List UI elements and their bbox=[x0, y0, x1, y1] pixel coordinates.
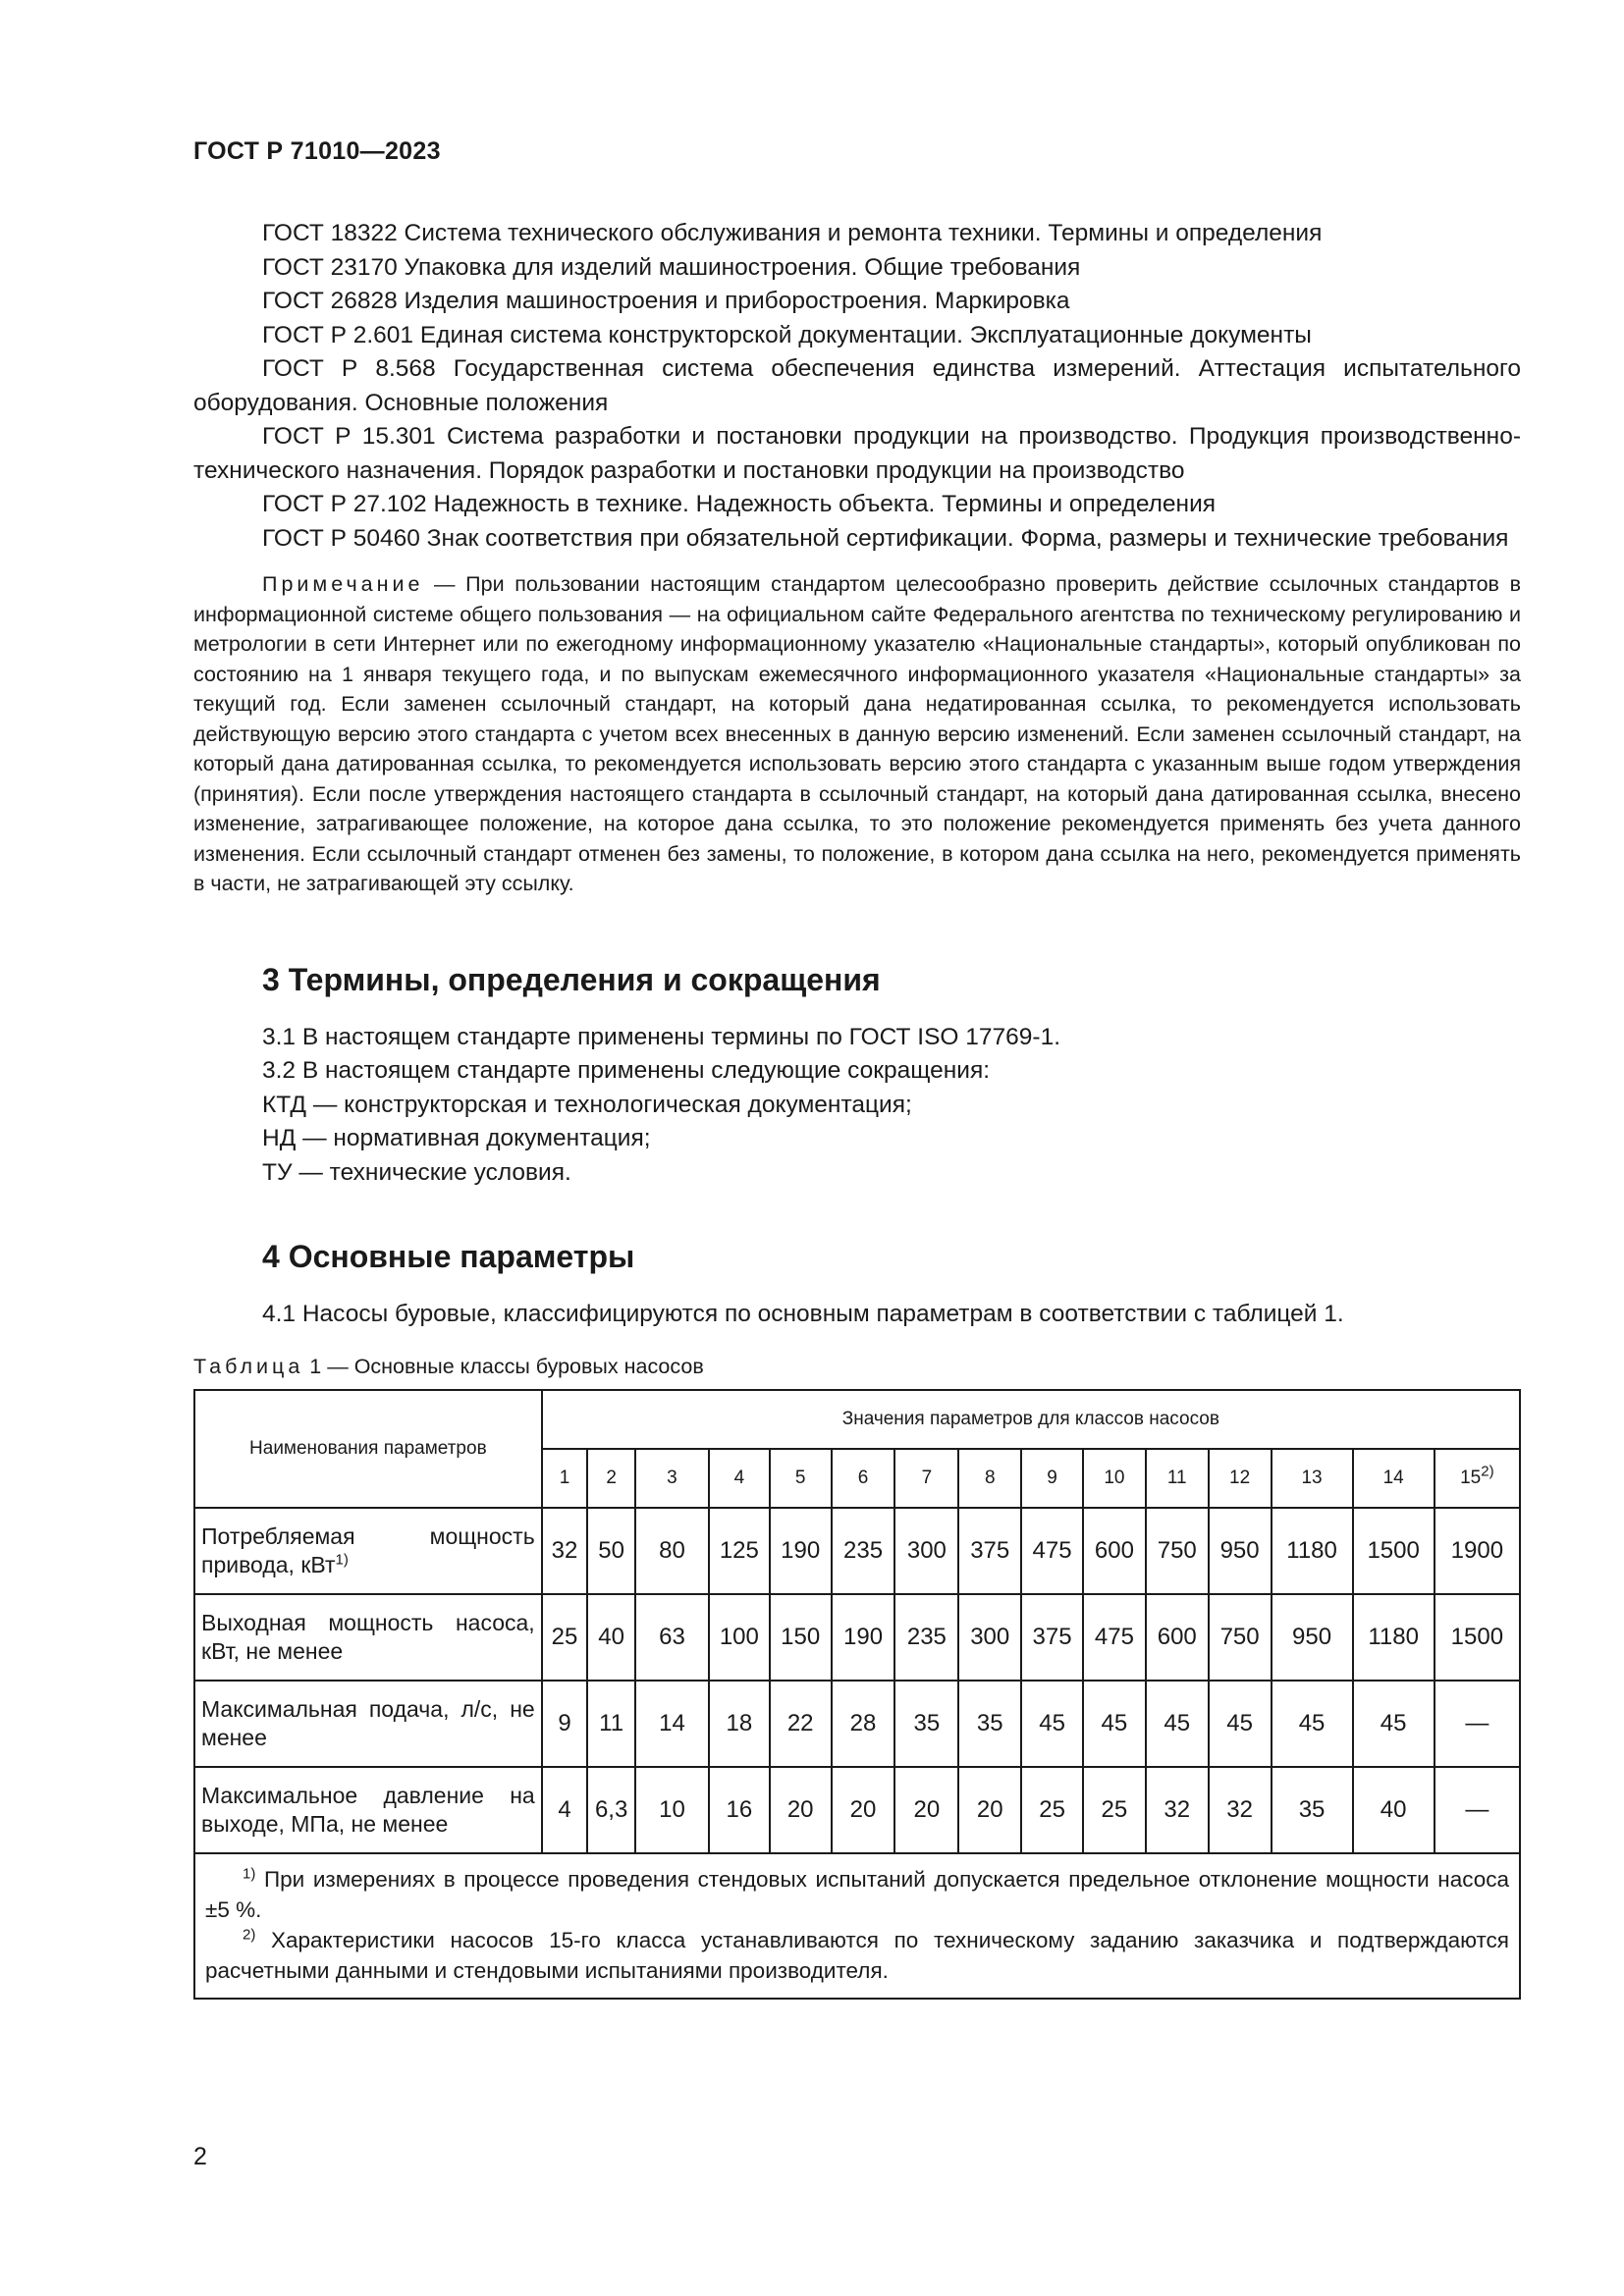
reference-item: ГОСТ 23170 Упаковка для изделий машиностроения. Общие требования bbox=[262, 253, 1081, 281]
class-number: 12 bbox=[1229, 1467, 1251, 1488]
section-4-title: 4 Основные параметры bbox=[262, 1239, 635, 1274]
value-cell: 750 bbox=[1146, 1508, 1209, 1594]
value-cell: 600 bbox=[1146, 1594, 1209, 1681]
value-cell: 10 bbox=[635, 1767, 709, 1853]
section-3-line: 3.1 В настоящем стандарте применены термины по ГОСТ ISO 17769-1. bbox=[262, 1023, 1061, 1050]
class-number: 11 bbox=[1166, 1467, 1187, 1488]
class-number-cell bbox=[635, 1449, 709, 1508]
reference-item: ГОСТ Р 50460 Знак соответствия при обязательной сертификации. Форма, размеры и технические требования bbox=[262, 524, 1509, 552]
class-number-cell bbox=[587, 1449, 635, 1508]
value-cell: 1500 bbox=[1353, 1508, 1435, 1594]
value-cell: 475 bbox=[1021, 1508, 1083, 1594]
value-cell: 950 bbox=[1272, 1594, 1353, 1681]
class-number: 8 bbox=[984, 1467, 996, 1488]
value-cell: 22 bbox=[770, 1681, 832, 1767]
section-3-body bbox=[193, 1021, 1521, 1191]
param-name-cell bbox=[194, 1508, 542, 1594]
footnote-mark: 2) bbox=[1481, 1463, 1494, 1480]
value-cell: 100 bbox=[709, 1594, 770, 1681]
note-text: — При пользовании настоящим стандартом целесообразно проверить действие ссылочных стандартов в информационной системе общего пользования — на официальном сайте Федерального агентства по техническому регулированию и метрологии в сети Интернет или по ежегодному информационному указателю «Национальные стандарты», который опубликован по состоянию на 1 января текущего года, и по выпускам ежемесячного информационного указателя «Национальные стандарты» за текущий год. Если заменен ссылочный стандарт, на который дана недатированная ссылка, то рекомендуется использовать действующую версию этого стандарта с учетом всех внесенных в данную версию изменений. Если заменен ссылочный стандарт, на который дана датированная ссылка, то рекомендуется использовать версию этого стандарта с указанным выше годом утверждения (принятия). Если после утверждения настоящего стандарта в ссылочный стандарт, на который дана датированная ссылка, внесено изменение, затрагивающее положение, на которое дана ссылка, то это положение рекомендуется применять без учета данного изменения. Если ссылочный стандарт отменен без замены, то положение, в котором дана ссылка на него, рекомендуется применять в части, не затрагивающей эту ссылку. bbox=[193, 572, 1521, 895]
class-number: 10 bbox=[1104, 1467, 1125, 1488]
param-name: Потребляемая мощность привода, кВт bbox=[201, 1522, 535, 1577]
value-cell: 1500 bbox=[1435, 1594, 1520, 1681]
value-cell: 190 bbox=[832, 1594, 895, 1681]
class-number: 6 bbox=[857, 1467, 869, 1488]
value-cell: — bbox=[1435, 1681, 1520, 1767]
section-3-line: 3.2 В настоящем стандарте применены следующие сокращения: bbox=[262, 1057, 991, 1084]
class-number: 3 bbox=[667, 1467, 677, 1488]
value-cell: 40 bbox=[1353, 1767, 1435, 1853]
value-cell: 1180 bbox=[1272, 1508, 1353, 1594]
value-cell: 45 bbox=[1083, 1681, 1146, 1767]
value-cell: 950 bbox=[1209, 1508, 1272, 1594]
class-number: 7 bbox=[921, 1467, 933, 1488]
param-column-header: Наименования параметров bbox=[194, 1390, 542, 1508]
page-number: 2 bbox=[193, 2143, 207, 2170]
value-cell: 20 bbox=[770, 1767, 832, 1853]
table-caption-label: Таблица bbox=[193, 1354, 304, 1378]
value-cell: 32 bbox=[1146, 1767, 1209, 1853]
footnotes-row bbox=[194, 1853, 1520, 1999]
value-cell: 45 bbox=[1353, 1681, 1435, 1767]
class-number-cell bbox=[770, 1449, 832, 1508]
footnote-text: Характеристики насосов 15-го класса устанавливаются по техническому заданию заказчика и подтверждаются расчетными данными и стендовыми испытаниями производителя. bbox=[205, 1927, 1509, 1983]
class-number-cell bbox=[542, 1449, 588, 1508]
value-cell: 475 bbox=[1083, 1594, 1146, 1681]
table-footnote bbox=[205, 1864, 1509, 1925]
class-number-cell bbox=[1209, 1449, 1272, 1508]
section-3-title: 3 Термины, определения и сокращения bbox=[262, 961, 881, 997]
value-cell: 25 bbox=[542, 1594, 588, 1681]
reference-item: ГОСТ Р 2.601 Единая система конструкторской документации. Эксплуатационные документы bbox=[262, 321, 1312, 348]
table-row bbox=[194, 1594, 1520, 1681]
value-cell: 9 bbox=[542, 1681, 588, 1767]
class-number-cell bbox=[1146, 1449, 1209, 1508]
footnotes-cell bbox=[194, 1853, 1520, 1999]
footnote-mark: 2) bbox=[243, 1926, 256, 1943]
value-cell: 20 bbox=[958, 1767, 1021, 1853]
table-row bbox=[194, 1508, 1520, 1594]
value-cell: 125 bbox=[709, 1508, 770, 1594]
value-cell: 1180 bbox=[1353, 1594, 1435, 1681]
class-number-cell bbox=[958, 1449, 1021, 1508]
class-number: 15 bbox=[1460, 1467, 1482, 1488]
group-header: Значения параметров для классов насосов bbox=[542, 1390, 1520, 1449]
class-number-cell bbox=[1021, 1449, 1083, 1508]
value-cell: 45 bbox=[1272, 1681, 1353, 1767]
document-page bbox=[193, 137, 1521, 2000]
class-number: 13 bbox=[1301, 1467, 1323, 1488]
value-cell: 150 bbox=[770, 1594, 832, 1681]
class-number: 5 bbox=[794, 1467, 806, 1488]
class-number-cell bbox=[894, 1449, 958, 1508]
value-cell: 32 bbox=[1209, 1767, 1272, 1853]
value-cell: 45 bbox=[1209, 1681, 1272, 1767]
table-footnote bbox=[205, 1925, 1509, 1986]
value-cell: — bbox=[1435, 1767, 1520, 1853]
note-label: Примечание bbox=[262, 572, 424, 596]
value-cell: 235 bbox=[894, 1594, 958, 1681]
value-cell: 16 bbox=[709, 1767, 770, 1853]
param-name-cell bbox=[194, 1594, 542, 1681]
document-header: ГОСТ Р 71010—2023 bbox=[193, 137, 441, 165]
class-number: 1 bbox=[559, 1467, 570, 1488]
value-cell: 25 bbox=[1083, 1767, 1146, 1853]
value-cell: 190 bbox=[770, 1508, 832, 1594]
class-number-cell bbox=[1272, 1449, 1353, 1508]
value-cell: 35 bbox=[958, 1681, 1021, 1767]
class-number-cell bbox=[1083, 1449, 1146, 1508]
table-row bbox=[194, 1681, 1520, 1767]
value-cell: 20 bbox=[894, 1767, 958, 1853]
param-name-cell bbox=[194, 1681, 542, 1767]
value-cell: 6,3 bbox=[587, 1767, 635, 1853]
value-cell: 45 bbox=[1021, 1681, 1083, 1767]
reference-item: ГОСТ 26828 Изделия машиностроения и приборостроения. Маркировка bbox=[262, 288, 1070, 314]
value-cell: 750 bbox=[1209, 1594, 1272, 1681]
value-cell: 11 bbox=[587, 1681, 635, 1767]
table-caption bbox=[193, 1352, 1521, 1381]
reference-item: ГОСТ Р 15.301 Система разработки и постановки продукции на производство. Продукция производственно-технического назначения. Порядок разработки и постановки продукции на производство bbox=[193, 423, 1521, 484]
value-cell: 25 bbox=[1021, 1767, 1083, 1853]
value-cell: 300 bbox=[958, 1594, 1021, 1681]
value-cell: 50 bbox=[587, 1508, 635, 1594]
value-cell: 32 bbox=[542, 1508, 588, 1594]
value-cell: 300 bbox=[894, 1508, 958, 1594]
value-cell: 35 bbox=[1272, 1767, 1353, 1853]
table-row bbox=[194, 1767, 1520, 1853]
value-cell: 35 bbox=[894, 1681, 958, 1767]
value-cell: 14 bbox=[635, 1681, 709, 1767]
value-cell: 375 bbox=[958, 1508, 1021, 1594]
section-3-line: НД — нормативная документация; bbox=[262, 1125, 651, 1151]
value-cell: 45 bbox=[1146, 1681, 1209, 1767]
footnote-text: При измерениях в процессе проведения стендовых испытаний допускается предельное отклонение мощности насоса ±5 %. bbox=[205, 1866, 1509, 1922]
value-cell: 63 bbox=[635, 1594, 709, 1681]
footnote-mark: 1) bbox=[335, 1550, 349, 1568]
param-name-cell bbox=[194, 1767, 542, 1853]
reference-item: ГОСТ 18322 Система технического обслуживания и ремонта техники. Термины и определения bbox=[262, 220, 1323, 246]
class-number: 9 bbox=[1047, 1467, 1057, 1488]
class-number-cell bbox=[1435, 1449, 1520, 1508]
note-paragraph bbox=[193, 569, 1521, 899]
value-cell: 600 bbox=[1083, 1508, 1146, 1594]
param-name: Максимальное давление на выходе, МПа, не менее bbox=[201, 1782, 535, 1837]
section-3-line: КТД — конструкторская и технологическая документация; bbox=[262, 1091, 912, 1118]
value-cell: 80 bbox=[635, 1508, 709, 1594]
value-cell: 4 bbox=[542, 1767, 588, 1853]
class-number: 2 bbox=[606, 1467, 617, 1488]
section-4-line: 4.1 Насосы буровые, классифицируются по основным параметрам в соответствии с таблицей 1. bbox=[262, 1301, 1344, 1327]
references-list bbox=[193, 217, 1521, 556]
class-number-cell bbox=[832, 1449, 895, 1508]
value-cell: 20 bbox=[832, 1767, 895, 1853]
table-caption-text: 1 — Основные классы буровых насосов bbox=[303, 1354, 704, 1378]
param-name: Максимальная подача, л/с, не менее bbox=[201, 1695, 535, 1750]
section-3-line: ТУ — технические условия. bbox=[262, 1158, 571, 1186]
value-cell: 235 bbox=[832, 1508, 895, 1594]
value-cell: 375 bbox=[1021, 1594, 1083, 1681]
class-number-cell bbox=[1353, 1449, 1435, 1508]
class-number-cell bbox=[709, 1449, 770, 1508]
pump-classes-table bbox=[193, 1389, 1521, 2000]
param-name: Выходная мощность насоса, кВт, не менее bbox=[201, 1609, 535, 1664]
class-number: 4 bbox=[733, 1467, 745, 1488]
value-cell: 18 bbox=[709, 1681, 770, 1767]
value-cell: 40 bbox=[587, 1594, 635, 1681]
footnote-mark: 1) bbox=[243, 1865, 256, 1882]
value-cell: 1900 bbox=[1435, 1508, 1520, 1594]
reference-item: ГОСТ Р 8.568 Государственная система обеспечения единства измерений. Аттестация испытательного оборудования. Основные положения bbox=[193, 355, 1521, 416]
value-cell: 28 bbox=[832, 1681, 895, 1767]
reference-item: ГОСТ Р 27.102 Надежность в технике. Надежность объекта. Термины и определения bbox=[262, 491, 1217, 517]
class-number: 14 bbox=[1382, 1467, 1404, 1488]
